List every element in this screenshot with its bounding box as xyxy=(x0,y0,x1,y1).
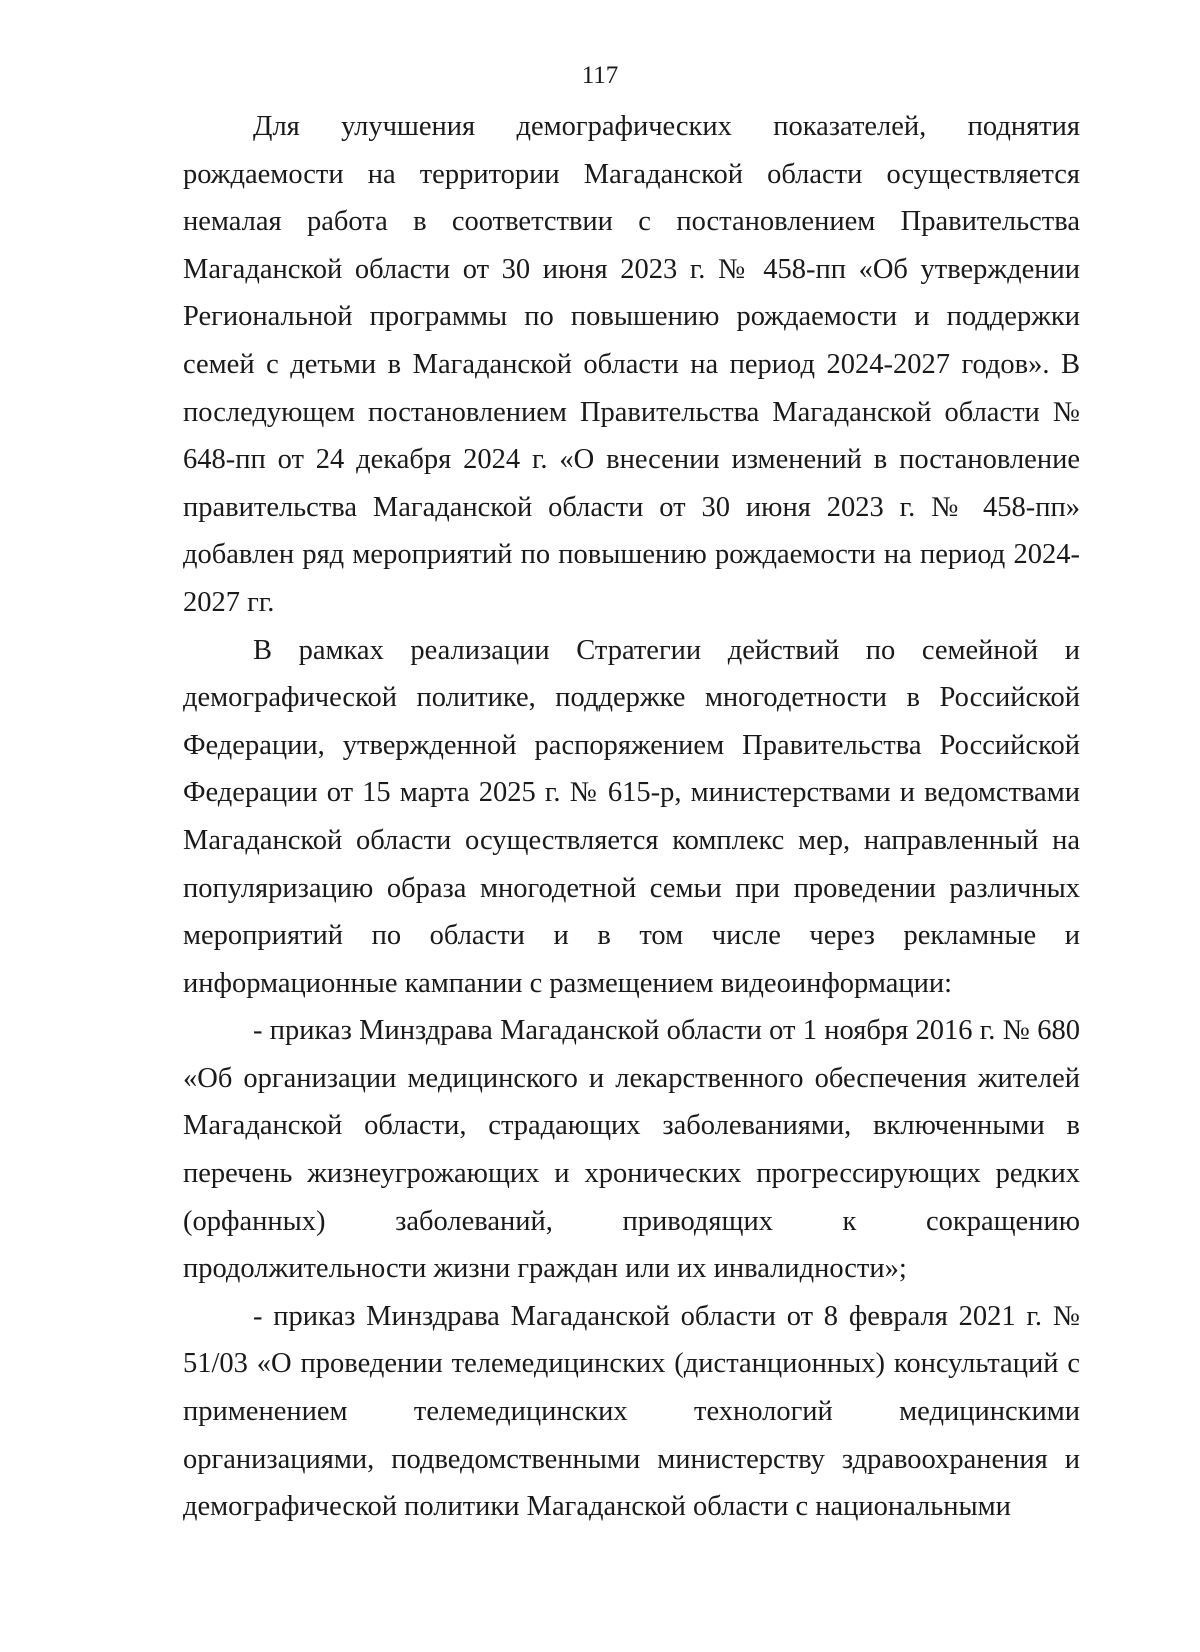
list-item-order-680: - приказ Минздрава Магаданской области от 1 ноября 2016 г. № 680 «Об организации медицинского и лекарственного обеспечения жителей Магаданской области, страдающих заболеваниями, включенными в перечень жизнеугрожающих и хронических прогрессирующих редких (орфанных) заболеваний, приводящих к сокращению продолжительности жизни граждан или их инвалидности»; xyxy=(183,1015,1080,1285)
document-body xyxy=(183,103,1080,1531)
page-number: 117 xyxy=(581,62,619,89)
paragraph-family-strategy: В рамках реализации Стратегии действий по семейной и демографической политике, поддержке многодетности в Российской Федерации, утвержденной распоряжением Правительства Российской Федерации от 15 марта 2025 г. № 615-р, министерствами и ведомствами Магаданской области осуществляется комплекс мер, направленный на популяризацию образа многодетной семьи при проведении различных мероприятий по области и в том числе через рекламные и информационные кампании с размещением видеоинформации: xyxy=(183,634,1080,999)
list-item-order-51-03: - приказ Минздрава Магаданской области от 8 февраля 2021 г. № 51/03 «О проведении телемедицинских (дистанционных) консультаций с применением телемедицинских технологий медицинскими организациями, подведомственными министерству здравоохранения и демографической политики Магаданской области с национальными xyxy=(183,1300,1080,1523)
paragraph-demographic-program: Для улучшения демографических показателей, поднятия рождаемости на территории Магаданской области осуществляется немалая работа в соответствии с постановлением Правительства Магаданской области от 30 июня 2023 г. № 458-пп «Об утверждении Региональной программы по повышению рождаемости и поддержки семей с детьми в Магаданской области на период 2024-2027 годов». В последующем постановлением Правительства Магаданской области № 648-пп от 24 декабря 2024 г. «О внесении изменений в постановление правительства Магаданской области от 30 июня 2023 г. № 458-пп» добавлен ряд мероприятий по повышению рождаемости на период 2024-2027 гг. xyxy=(183,111,1080,618)
